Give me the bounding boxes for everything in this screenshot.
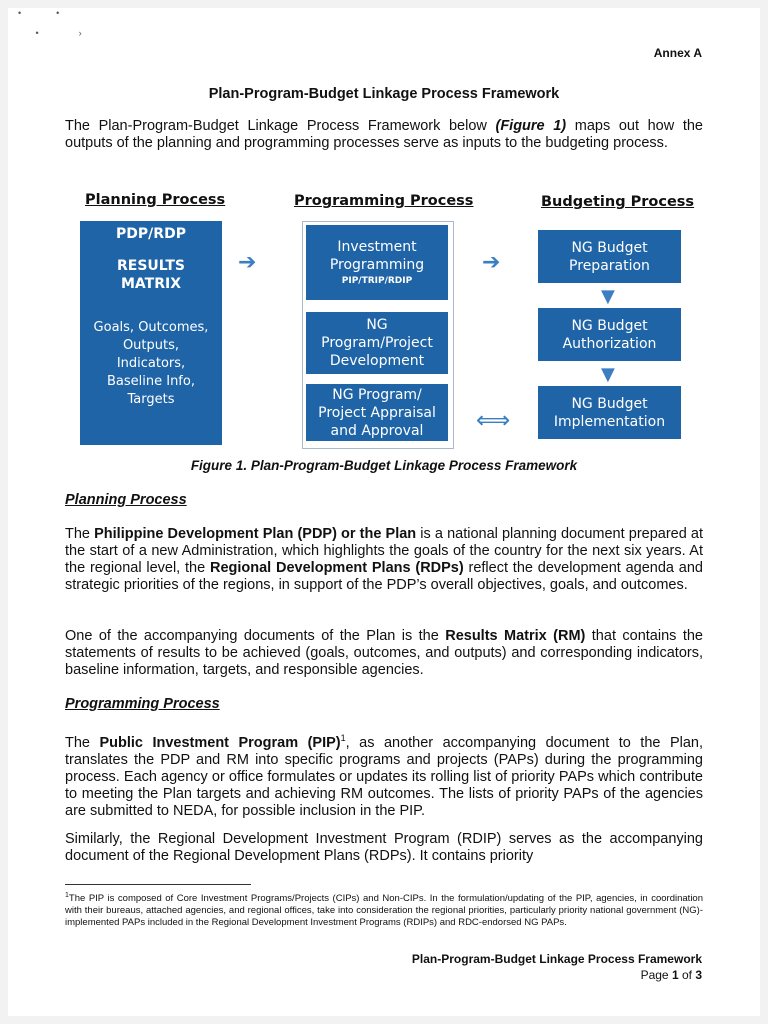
budgeting-box-authorization: NG Budget Authorization — [538, 308, 681, 361]
planning-section-heading: Planning Process — [65, 492, 187, 508]
programming-paragraph-2: Similarly, the Regional Development Investment Program (RDIP) serves as the accompanying document of the Regional Development Plans (RDPs). It contains priority — [65, 831, 703, 864]
budgeting-box-implementation: NG Budget Implementation — [538, 386, 681, 439]
planning-paragraph-2: One of the accompanying documents of the Plan is the Results Matrix (RM) that contains the statements of results to be achieved (goals, outcomes, and outputs) and corresponding indicators, baseline information, targets, and responsible agencies. — [65, 628, 703, 678]
planning-column-head: Planning Process — [85, 192, 226, 208]
planning-box-line1: PDP/RDP — [116, 226, 186, 242]
planning-paragraph-1: The Philippine Development Plan (PDP) or the Plan is a national planning document prepared at the start of a new Administration, which highlights the goals of the country for the next six years. At the regional level, the Regional Development Plans (RDPs) reflect the development agenda and strategic priorities of the regions, in support of the PDP’s overall objectives, goals, and outcomes. — [65, 526, 704, 593]
programming-column-head: Programming Process — [294, 193, 474, 209]
footer-title: Plan-Program-Budget Linkage Process Framework — [411, 952, 702, 966]
figure-caption: Figure 1. Plan-Program-Budget Linkage Process Framework — [190, 458, 578, 473]
budgeting-column-head: Budgeting Process — [541, 194, 695, 210]
arrow-down-icon: ▼ — [601, 286, 615, 307]
programming-box-appraisal: NG Program/ Project Appraisal and Approval — [306, 384, 448, 441]
arrow-down-icon-2: ▼ — [601, 364, 615, 385]
arrow-right-icon: ➔ — [238, 250, 257, 275]
annex-label: Annex A — [653, 46, 702, 60]
footnote-rule — [65, 884, 251, 885]
arrow-both-icon: ⟺ — [476, 406, 511, 434]
intro-paragraph: The Plan-Program-Budget Linkage Process Framework below (Figure 1) maps out how the outputs of the planning and programming processes serve as inputs to the budgeting process. — [65, 118, 703, 151]
programming-section-heading: Programming Process — [65, 696, 220, 712]
budgeting-box-preparation: NG Budget Preparation — [538, 230, 681, 283]
footnote: $^1$The PIP is composed of Core Investment Programs/Projects (CIPs) and Non-CIPs. In the formulation/updating of the PIP, agencies, in coordination with their bureaus, attached agencies, and regional offices, take into consideration the regional priorities, particularly priority national government (NG)-implemented PAPs included in the Regional Development Investment Programs (RDIPs) and RDC-endorsed NG PAPs. — [65, 892, 703, 929]
programming-box-development: NG Program/Project Development — [306, 312, 448, 374]
scan-specks: • • • › — [18, 8, 82, 38]
planning-box-line2: RESULTS — [116, 258, 186, 274]
programming-paragraph-1: The Public Investment Program (PIP)$^1$, as another accompanying document to the Plan, translates the PDP and RM into specific programs and projects (PAPs) during the programming process. Each agency or office formulates or updates its rolling list of priority PAPs which contribute to meeting the Plan targets and achieving RM outcomes. The lists of priority PAPs of the agencies are submitted to NEDA, for possible inclusion in the PIP. — [65, 733, 703, 819]
page-number: Page 1 of 3 — [640, 968, 702, 982]
document-page — [8, 8, 760, 1016]
arrow-right-icon-2: ➔ — [482, 250, 501, 275]
planning-box-line3: MATRIX — [120, 276, 181, 292]
framework-diagram — [8, 8, 760, 468]
programming-box-investment: Investment Programming PIP/TRIP/RDIP — [306, 225, 448, 300]
planning-box-detail: Goals, Outcomes, Outputs, Indicators, Baseline Info, Targets — [93, 320, 209, 407]
planning-box — [80, 221, 222, 445]
page-title: Plan-Program-Budget Linkage Process Framework — [208, 86, 560, 102]
